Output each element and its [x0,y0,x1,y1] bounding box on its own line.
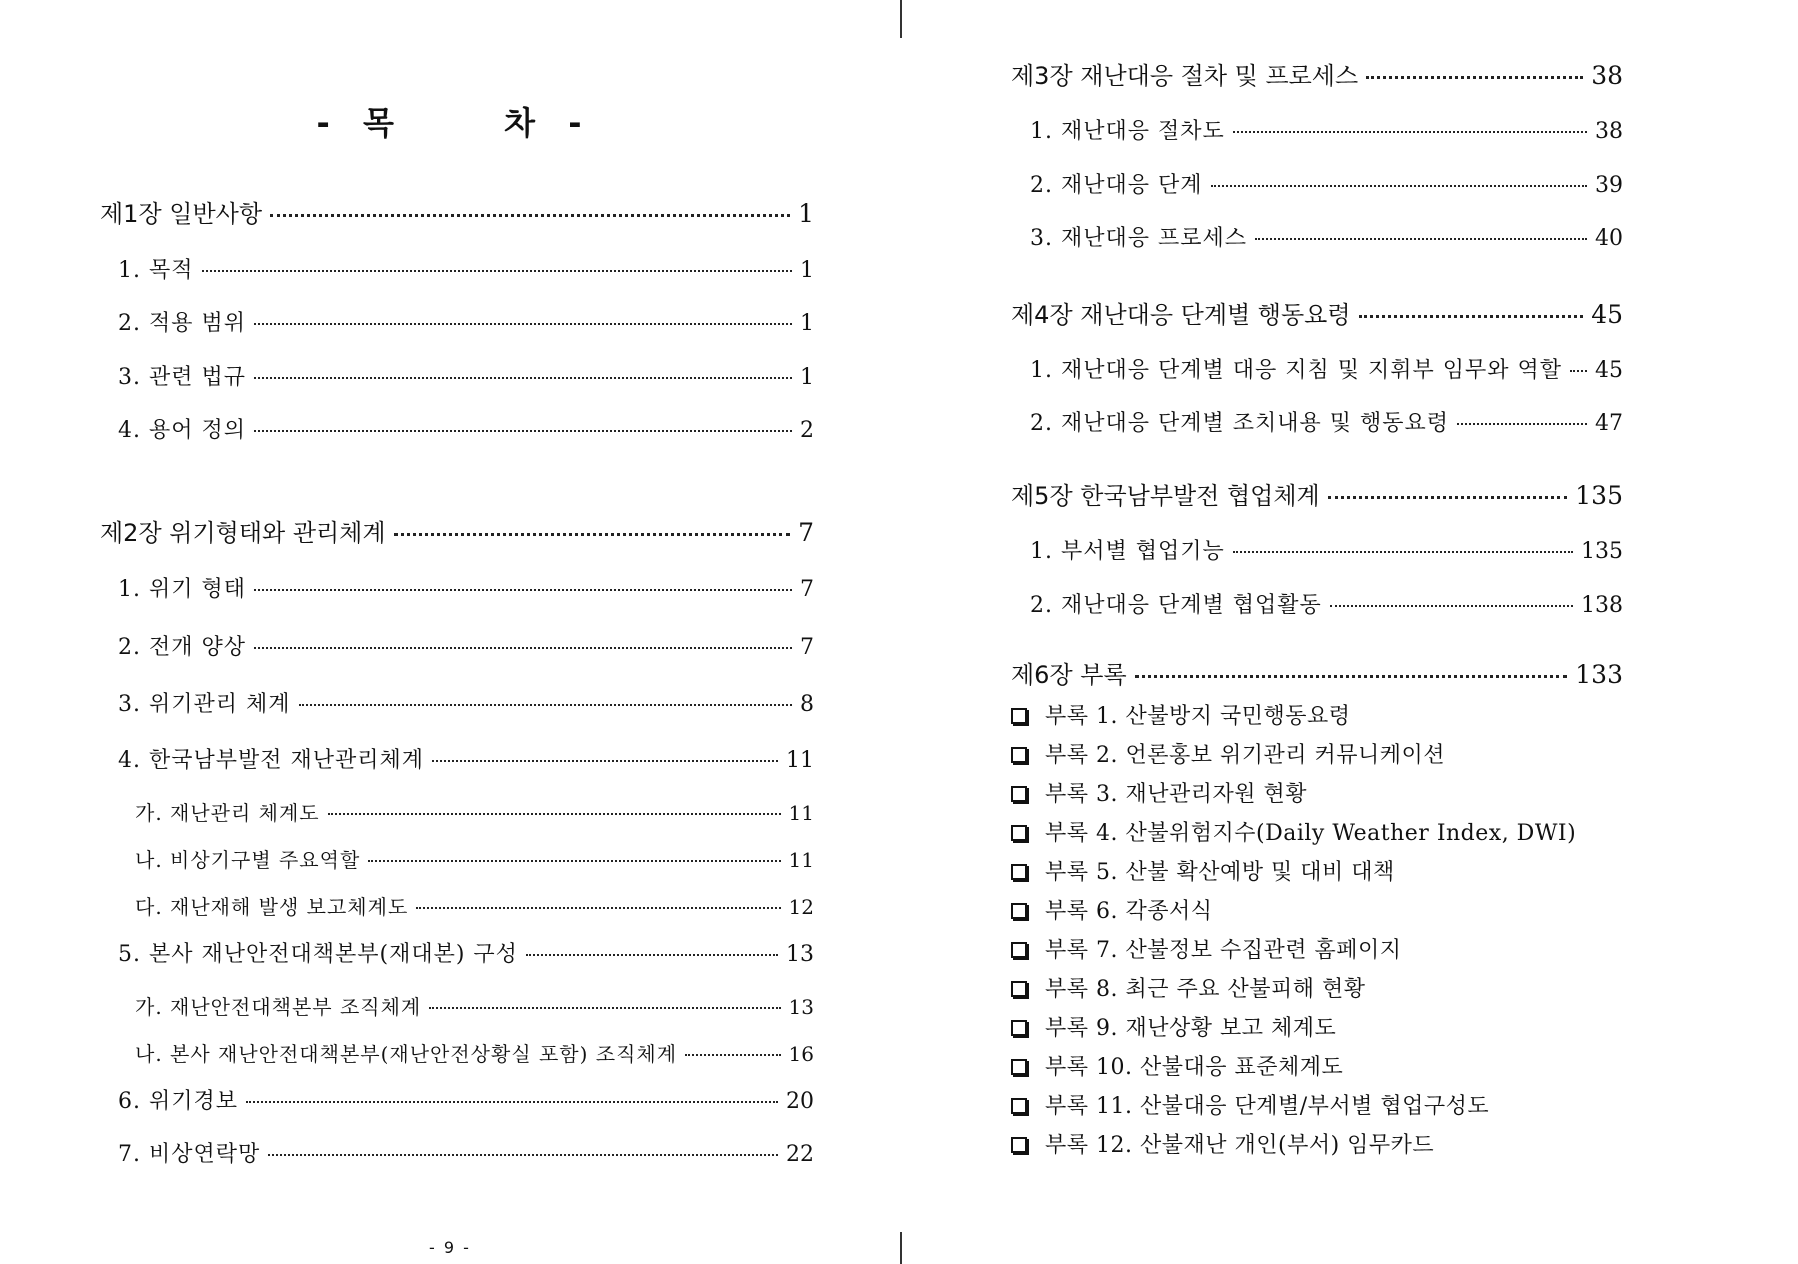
dot-leader [1366,76,1583,79]
appendix-item-1[interactable] [1011,699,1351,730]
page-number: - 9 - [429,1238,471,1257]
title-char-mok: 목 [362,104,396,142]
dot-leader [246,1101,778,1103]
toc-chapter-6[interactable] [1011,655,1623,690]
item-label: 2. 재난대응 단계별 협업활동 [1030,593,1322,618]
item-page: 38 [1595,119,1623,144]
subitem-page: 11 [788,801,814,825]
dot-leader [254,430,792,432]
item-label: 2. 전개 양상 [118,635,246,660]
appendix-label: 부록 1. 산불방지 국민행동요령 [1045,704,1351,729]
toc-chapter-3[interactable] [1011,56,1623,91]
toc-item-2-3[interactable] [118,687,814,718]
item-label: 1. 목적 [118,258,194,283]
dot-leader [432,760,778,762]
toc-item-1-3[interactable] [118,360,814,391]
item-label: 4. 용어 정의 [118,418,246,443]
appendix-label: 부록 9. 재난상황 보고 체계도 [1045,1016,1337,1041]
dot-leader [1457,423,1587,425]
checkbox-square-icon [1011,1020,1027,1036]
appendix-label: 부록 4. 산불위험지수(Daily Weather Index, DWI) [1045,821,1577,846]
appendix-item-9[interactable] [1011,1011,1336,1042]
appendix-label: 부록 11. 산불대응 단계별/부서별 협업구성도 [1045,1094,1490,1119]
item-label: 4. 한국남부발전 재난관리체계 [118,748,425,773]
item-page: 7 [800,635,814,660]
dot-leader [254,589,792,591]
item-label: 3. 재난대응 프로세스 [1030,226,1247,251]
chapter-page: 7 [798,518,814,547]
checkbox-square-icon [1011,1098,1027,1114]
toc-item-4-2[interactable] [1030,406,1623,437]
chapter-label: 제2장 위기형태와 관리체계 [100,519,386,547]
toc-subitem-2-5-b[interactable] [135,1038,814,1067]
toc-item-3-2[interactable] [1030,168,1623,199]
dot-leader [254,377,792,379]
toc-item-1-1[interactable] [118,253,814,284]
checkbox-square-icon [1011,903,1027,919]
chapter-page: 135 [1575,481,1623,510]
subitem-page: 11 [788,848,814,872]
appendix-item-3[interactable] [1011,777,1307,808]
toc-item-3-3[interactable] [1030,221,1623,252]
checkbox-square-icon [1011,981,1027,997]
checkbox-square-icon [1011,864,1027,880]
dot-leader [1328,496,1568,499]
title-dash-left: - [316,104,332,142]
dot-leader [328,813,781,815]
dot-leader [254,323,792,325]
item-page: 135 [1581,539,1623,564]
subitem-page: 16 [788,1042,814,1066]
toc-item-3-1[interactable] [1030,114,1623,145]
toc-subitem-2-4-c[interactable] [135,891,814,920]
item-label: 1. 재난대응 단계별 대응 지침 및 지휘부 임무와 역할 [1030,358,1562,383]
dot-leader [1233,551,1573,553]
dot-leader [1330,605,1573,607]
chapter-label: 제6장 부록 [1011,661,1127,689]
item-page: 1 [800,311,814,336]
toc-item-1-2[interactable] [118,306,814,337]
dot-leader [1135,675,1568,678]
dot-leader [429,1007,780,1009]
appendix-label: 부록 5. 산불 확산예방 및 대비 대책 [1045,860,1395,885]
chapter-label: 제3장 재난대응 절차 및 프로세스 [1011,62,1359,90]
toc-item-2-1[interactable] [118,572,814,603]
item-page: 45 [1595,358,1623,383]
appendix-item-8[interactable] [1011,972,1365,1003]
item-label: 2. 적용 범위 [118,311,246,336]
subitem-label: 가. 재난관리 체계도 [135,801,320,825]
item-page: 8 [800,692,814,717]
appendix-label: 부록 3. 재난관리자원 현황 [1045,782,1307,807]
item-page: 1 [800,365,814,390]
toc-subitem-2-4-b[interactable] [135,844,814,873]
item-page: 138 [1581,593,1623,618]
toc-item-5-2[interactable] [1030,588,1623,619]
subitem-label: 다. 재난재해 발생 보고체계도 [135,895,409,919]
chapter-page: 45 [1591,300,1623,329]
toc-chapter-2[interactable] [100,513,814,548]
appendix-label: 부록 8. 최근 주요 산불피해 현황 [1045,977,1366,1002]
dot-leader [270,214,790,217]
toc-chapter-5[interactable] [1011,476,1623,511]
toc-title [0,98,900,144]
dot-leader [1233,131,1587,133]
dot-leader [526,954,778,956]
appendix-item-10[interactable] [1011,1050,1343,1081]
appendix-item-4[interactable] [1011,816,1576,847]
dot-leader [1570,370,1587,372]
appendix-item-12[interactable] [1011,1128,1434,1159]
item-label: 2. 재난대응 단계별 조치내용 및 행동요령 [1030,411,1449,436]
item-page: 11 [786,748,814,773]
item-label: 3. 관련 법규 [118,365,246,390]
item-page: 22 [786,1142,814,1167]
toc-chapter-4[interactable] [1011,295,1623,330]
toc-subitem-2-4-a[interactable] [135,797,814,826]
checkbox-square-icon [1011,747,1027,763]
appendix-label: 부록 12. 산불재난 개인(부서) 임무카드 [1045,1133,1435,1158]
item-page: 7 [800,577,814,602]
appendix-label: 부록 7. 산불정보 수집관련 홈페이지 [1045,938,1402,963]
appendix-item-11[interactable] [1011,1089,1489,1120]
checkbox-square-icon [1011,942,1027,958]
item-page: 39 [1595,173,1623,198]
item-label: 1. 위기 형태 [118,577,246,602]
dot-leader [254,647,792,649]
right-page [900,0,1798,1264]
item-page: 13 [786,942,814,967]
toc-item-2-2[interactable] [118,630,814,661]
dot-leader [368,860,780,862]
appendix-label: 부록 10. 산불대응 표준체계도 [1045,1055,1344,1080]
item-page: 40 [1595,226,1623,251]
chapter-page: 1 [798,199,814,228]
toc-item-2-5[interactable] [118,937,814,968]
dot-leader [1255,238,1587,240]
toc-item-2-4[interactable] [118,743,814,774]
subitem-label: 나. 본사 재난안전대책본부(재난안전상황실 포함) 조직체계 [135,1042,678,1066]
dot-leader [1359,315,1584,318]
dot-leader [202,270,793,272]
appendix-item-5[interactable] [1011,855,1395,886]
toc-item-5-1[interactable] [1030,534,1623,565]
item-page: 47 [1595,411,1623,436]
appendix-item-7[interactable] [1011,933,1402,964]
checkbox-square-icon [1011,825,1027,841]
item-page: 2 [800,418,814,443]
subitem-label: 나. 비상기구별 주요역할 [135,848,361,872]
chapter-page: 38 [1591,61,1623,90]
appendix-label: 부록 2. 언론홍보 위기관리 커뮤니케이션 [1045,743,1445,768]
dot-leader [268,1154,778,1156]
subitem-page: 12 [788,895,814,919]
item-label: 1. 재난대응 절차도 [1030,119,1225,144]
dot-leader [299,704,793,706]
chapter-label: 제5장 한국남부발전 협업체계 [1011,482,1320,510]
dot-leader [1211,185,1588,187]
toc-item-1-4[interactable] [118,413,814,444]
toc-item-2-6[interactable] [118,1084,814,1115]
chapter-label: 제1장 일반사항 [100,200,263,228]
checkbox-square-icon [1011,1137,1027,1153]
title-dash-right: - [568,104,584,142]
toc-item-2-7[interactable] [118,1137,814,1168]
subitem-page: 13 [788,995,814,1019]
item-label: 2. 재난대응 단계 [1030,173,1203,198]
item-page: 1 [800,258,814,283]
appendix-item-2[interactable] [1011,738,1445,769]
toc-subitem-2-5-a[interactable] [135,991,814,1020]
item-label: 1. 부서별 협업기능 [1030,539,1225,564]
chapter-page: 133 [1575,660,1623,689]
item-label: 6. 위기경보 [118,1089,238,1114]
toc-chapter-1[interactable] [100,194,814,229]
dot-leader [685,1054,780,1056]
item-page: 20 [786,1089,814,1114]
dot-leader [416,907,780,909]
appendix-item-6[interactable] [1011,894,1213,925]
checkbox-square-icon [1011,1059,1027,1075]
subitem-label: 가. 재난안전대책본부 조직체계 [135,995,422,1019]
item-label: 7. 비상연락망 [118,1142,261,1167]
item-label: 3. 위기관리 체계 [118,692,291,717]
title-char-cha: 차 [504,104,538,142]
item-label: 5. 본사 재난안전대책본부(재대본) 구성 [118,942,518,967]
dot-leader [394,533,791,536]
checkbox-square-icon [1011,708,1027,724]
checkbox-square-icon [1011,786,1027,802]
chapter-label: 제4장 재난대응 단계별 행동요령 [1011,301,1351,329]
appendix-label: 부록 6. 각종서식 [1045,899,1213,924]
toc-item-4-1[interactable] [1030,353,1623,384]
